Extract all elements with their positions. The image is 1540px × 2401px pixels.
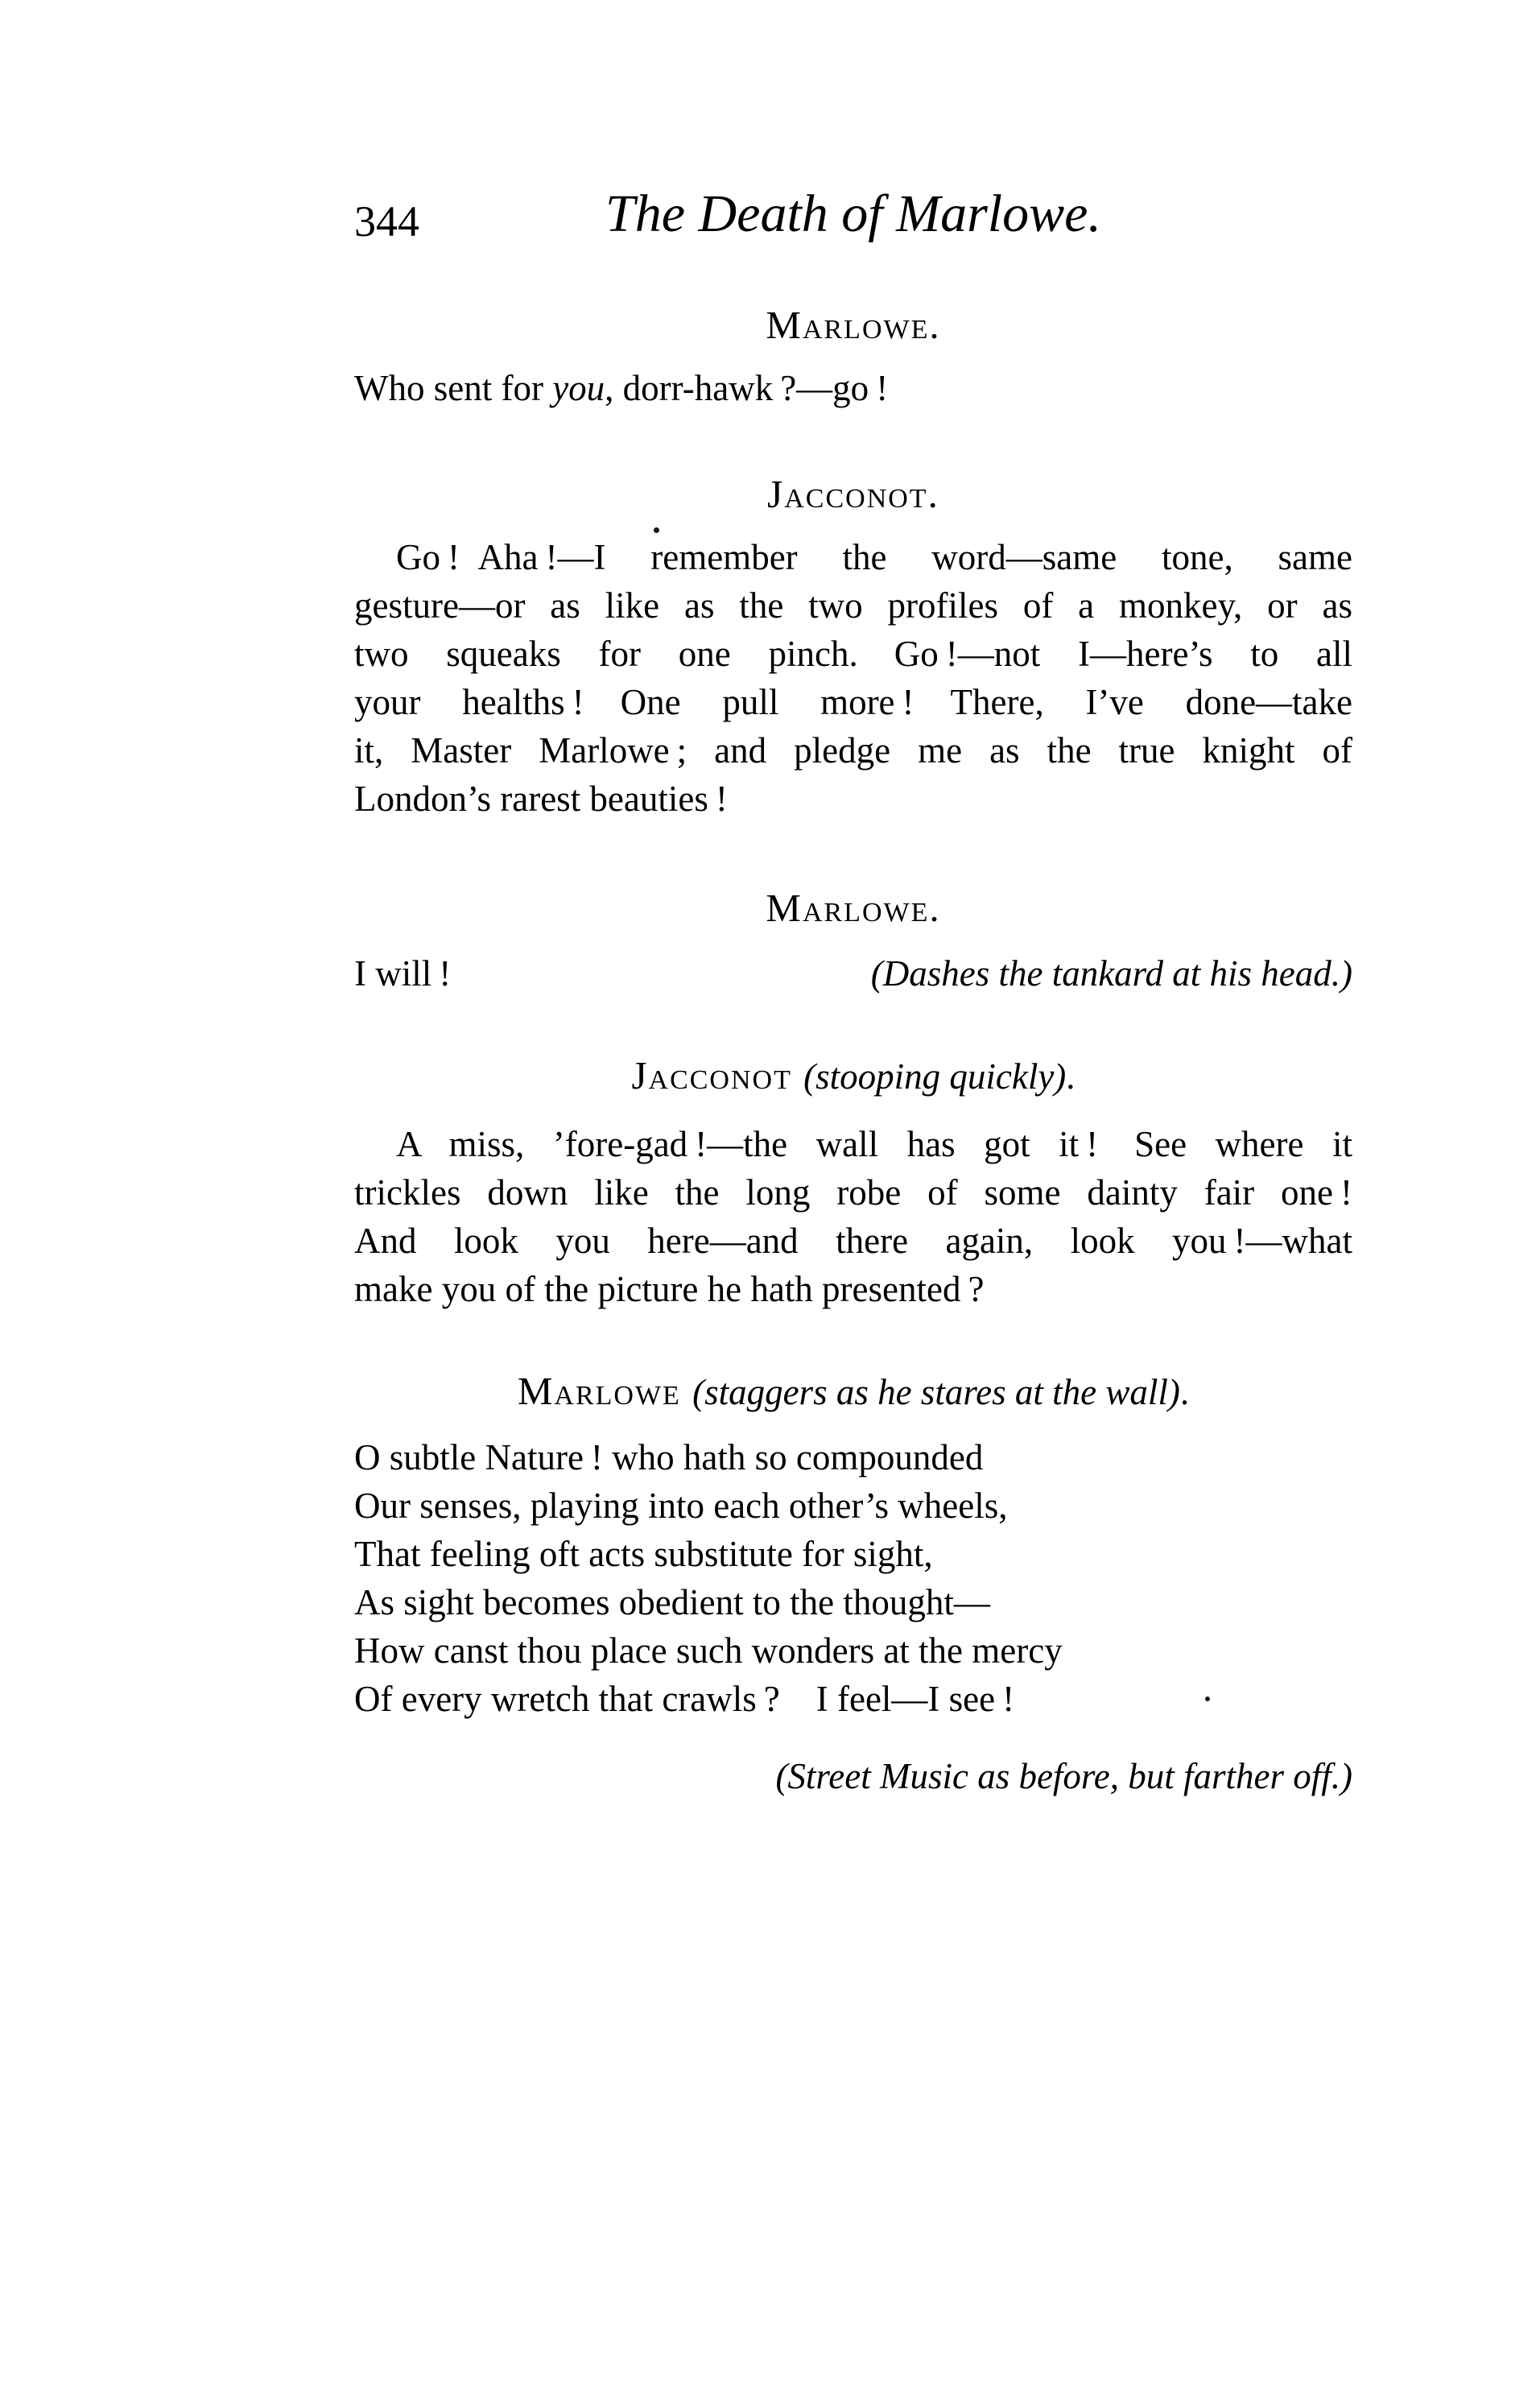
stage-direction-inline: (Dashes the tankard at his head.) [870, 953, 1352, 994]
verse-line: Our senses, playing into each other’s wheels, [354, 1486, 1008, 1526]
speech-line: trickles down like the long robe of some dainty fair one ! [354, 1172, 1352, 1213]
speech-line: it, Master Marlowe ; and pledge me as the true knight of [354, 730, 1352, 771]
page-header [354, 184, 1352, 245]
line-text-post: , dorr-hawk ?—go ! [605, 368, 889, 408]
marlowe-spoken-line-1 [354, 364, 1352, 412]
verse-line: As sight becomes obedient to the thought— [354, 1582, 990, 1622]
heading-period: . [1179, 1372, 1190, 1412]
speaker-name: Marlowe. [766, 303, 941, 347]
line-text-emphasis: you [552, 368, 605, 408]
speech-line: make you of the picture he hath presented ? [354, 1269, 985, 1309]
speech-line: Go ! Aha !—I remember the word—same tone, same [396, 537, 1352, 577]
ink-speck-2 [1205, 1696, 1210, 1701]
verse-line: Of every wretch that crawls ? I feel—I see ! [354, 1679, 1015, 1719]
speech-line: your healths ! One pull more ! There, I’ve done—take [354, 682, 1352, 722]
marlowe-verse-speech [354, 1433, 1352, 1723]
verse-line: That feeling oft acts substitute for sight, [354, 1534, 933, 1574]
speaker-name: Jacconot. [767, 472, 939, 516]
speech-line: two squeaks for one pinch. Go !—not I—here’s to all [354, 634, 1352, 674]
jacconot-speech-2 [354, 1120, 1352, 1313]
verse-line: O subtle Nature ! who hath so compounded [354, 1437, 984, 1477]
speech-line: And look you here—and there again, look you !—what [354, 1221, 1352, 1261]
speech-heading-marlowe-3 [354, 1367, 1352, 1416]
speech-line: gesture—or as like as the two profiles of a monkey, or as [354, 585, 1352, 626]
page-number: 344 [354, 197, 419, 246]
closing-stage-direction: (Street Music as before, but farther off.) [775, 1756, 1352, 1796]
heading-period: . [1066, 1056, 1076, 1097]
marlowe-spoken-line-2 [354, 949, 1352, 998]
speaker-name: Marlowe. [766, 886, 941, 930]
speech-heading-marlowe-2 [354, 884, 1352, 933]
verse-line: How canst thou place such wonders at the mercy [354, 1630, 1063, 1671]
spoken-text: I will ! [354, 953, 452, 994]
stage-direction-inline: (stooping quickly) [803, 1056, 1067, 1097]
speech-line: A miss, ’fore-gad !—the wall has got it ! See where it [396, 1124, 1352, 1164]
line-text-pre: Who sent for [354, 368, 553, 408]
jacconot-speech-1 [354, 533, 1352, 823]
speaker-name: Jacconot [631, 1053, 804, 1097]
running-title: The Death of Marlowe. [605, 184, 1101, 243]
speech-heading-jacconot-1 [354, 470, 1352, 519]
speech-heading-marlowe-1 [354, 301, 1352, 350]
speech-line: London’s rarest beauties ! [354, 779, 728, 819]
speaker-name: Marlowe [517, 1369, 693, 1413]
speech-heading-jacconot-2 [354, 1052, 1352, 1101]
stage-direction-inline: (staggers as he stares at the wall) [692, 1372, 1180, 1412]
ink-speck-1 [654, 527, 659, 533]
